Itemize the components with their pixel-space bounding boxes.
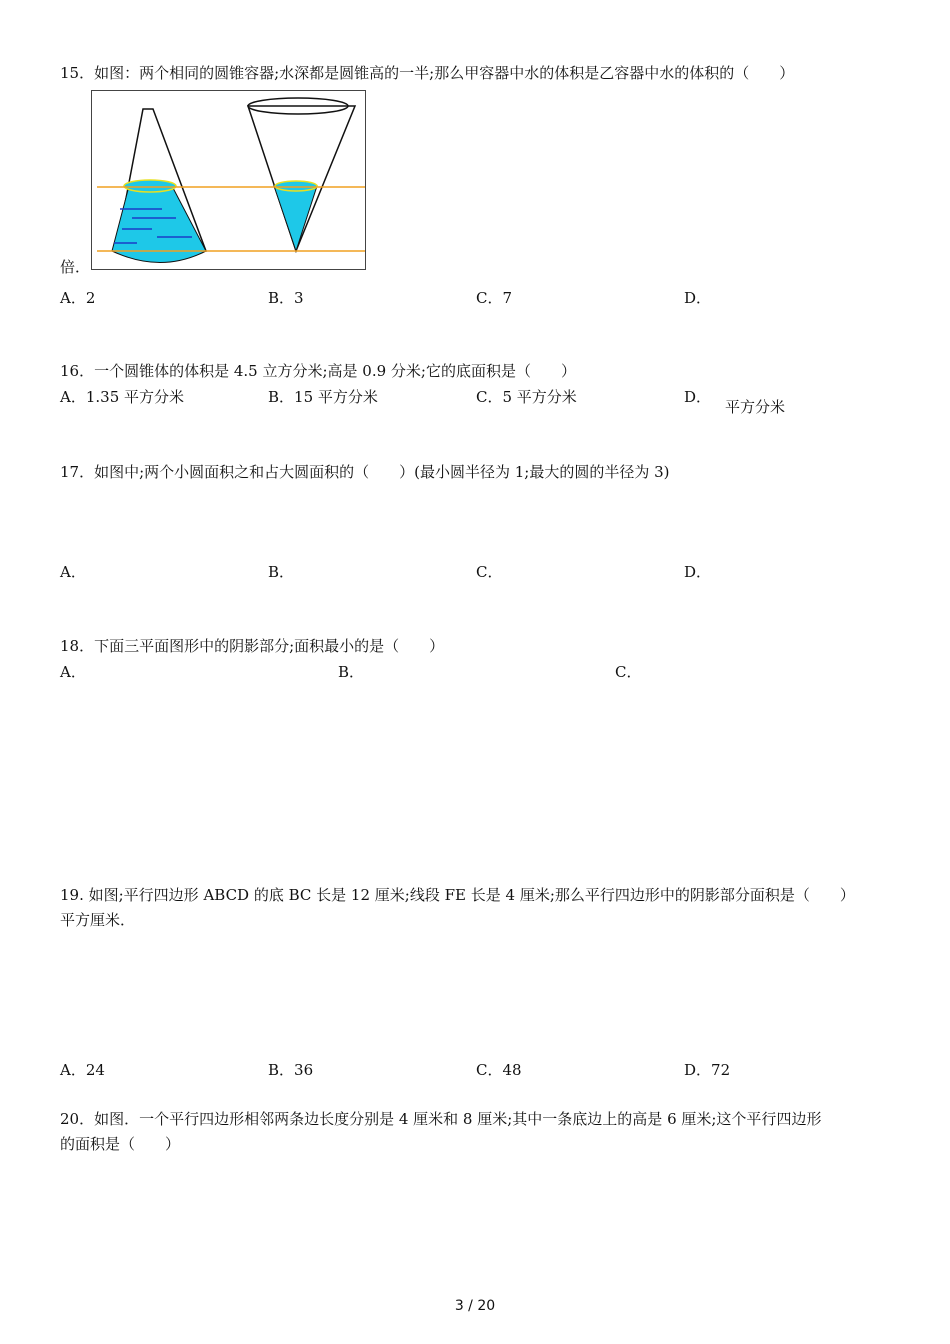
q15-option-b[interactable]: B．3 (268, 289, 304, 307)
q16-stem: 16．一个圆锥体的体积是 4.5 立方分米;高是 0.9 分米;它的底面积是（ ） (60, 362, 576, 380)
q18-stem: 18．下面三平面图形中的阴影部分;面积最小的是（ ） (60, 637, 445, 655)
q16-option-b[interactable]: B．15 平方分米 (268, 388, 378, 406)
q19-option-c[interactable]: C．48 (476, 1061, 522, 1079)
q15-tail: 倍． (60, 258, 91, 276)
q20-stem-continued: 的面积是（ ） (60, 1135, 181, 1153)
q17-option-d[interactable]: D． (684, 563, 712, 581)
q15-option-c[interactable]: C．7 (476, 289, 513, 307)
q20-stem: 20．如图．一个平行四边形相邻两条边长度分别是 4 厘米和 8 厘米;其中一条底边上的高是 6 厘米;这个平行四边形 (60, 1110, 822, 1128)
q15-option-a[interactable]: A．2 (60, 289, 96, 307)
q18-option-a[interactable]: A． (60, 663, 86, 681)
q16-option-a[interactable]: A．1.35 平方分米 (60, 388, 184, 406)
q15-cone-figure (91, 90, 366, 270)
q17-stem: 17．如图中;两个小圆面积之和占大圆面积的（ ）(最小圆半径为 1;最大的圆的半径为 3) (60, 463, 670, 481)
q17-option-a[interactable]: A． (60, 563, 86, 581)
cone-b-water-surface (275, 181, 317, 191)
q16-option-d[interactable]: D． (684, 388, 712, 406)
q19-stem-continued: 平方厘米． (60, 911, 136, 929)
q15-stem: 15．如图：两个相同的圆锥容器;水深都是圆锥高的一半;那么甲容器中水的体积是乙容器中水的体积的（ ） (60, 64, 795, 82)
q15-cone-drawing (92, 91, 365, 269)
q17-option-c[interactable]: C． (476, 563, 503, 581)
q15-option-d[interactable]: D． (684, 289, 712, 307)
q16-option-d-unit: 平方分米 (725, 398, 786, 416)
q18-option-c[interactable]: C． (615, 663, 642, 681)
page-number: 3 / 20 (454, 1298, 496, 1314)
q19-option-a[interactable]: A．24 (60, 1061, 105, 1079)
q17-option-b[interactable]: B． (268, 563, 295, 581)
cone-b-water (274, 186, 317, 251)
q19-option-d[interactable]: D．72 (684, 1061, 731, 1079)
cone-a-water-surface (124, 180, 176, 192)
q16-option-c[interactable]: C．5 平方分米 (476, 388, 577, 406)
q19-stem: 19. 如图;平行四边形 ABCD 的底 BC 长是 12 厘米;线段 FE 长是 4 厘米;那么平行四边形中的阴影部分面积是（ ） (60, 886, 855, 904)
q18-option-b[interactable]: B． (338, 663, 365, 681)
q19-option-b[interactable]: B．36 (268, 1061, 314, 1079)
